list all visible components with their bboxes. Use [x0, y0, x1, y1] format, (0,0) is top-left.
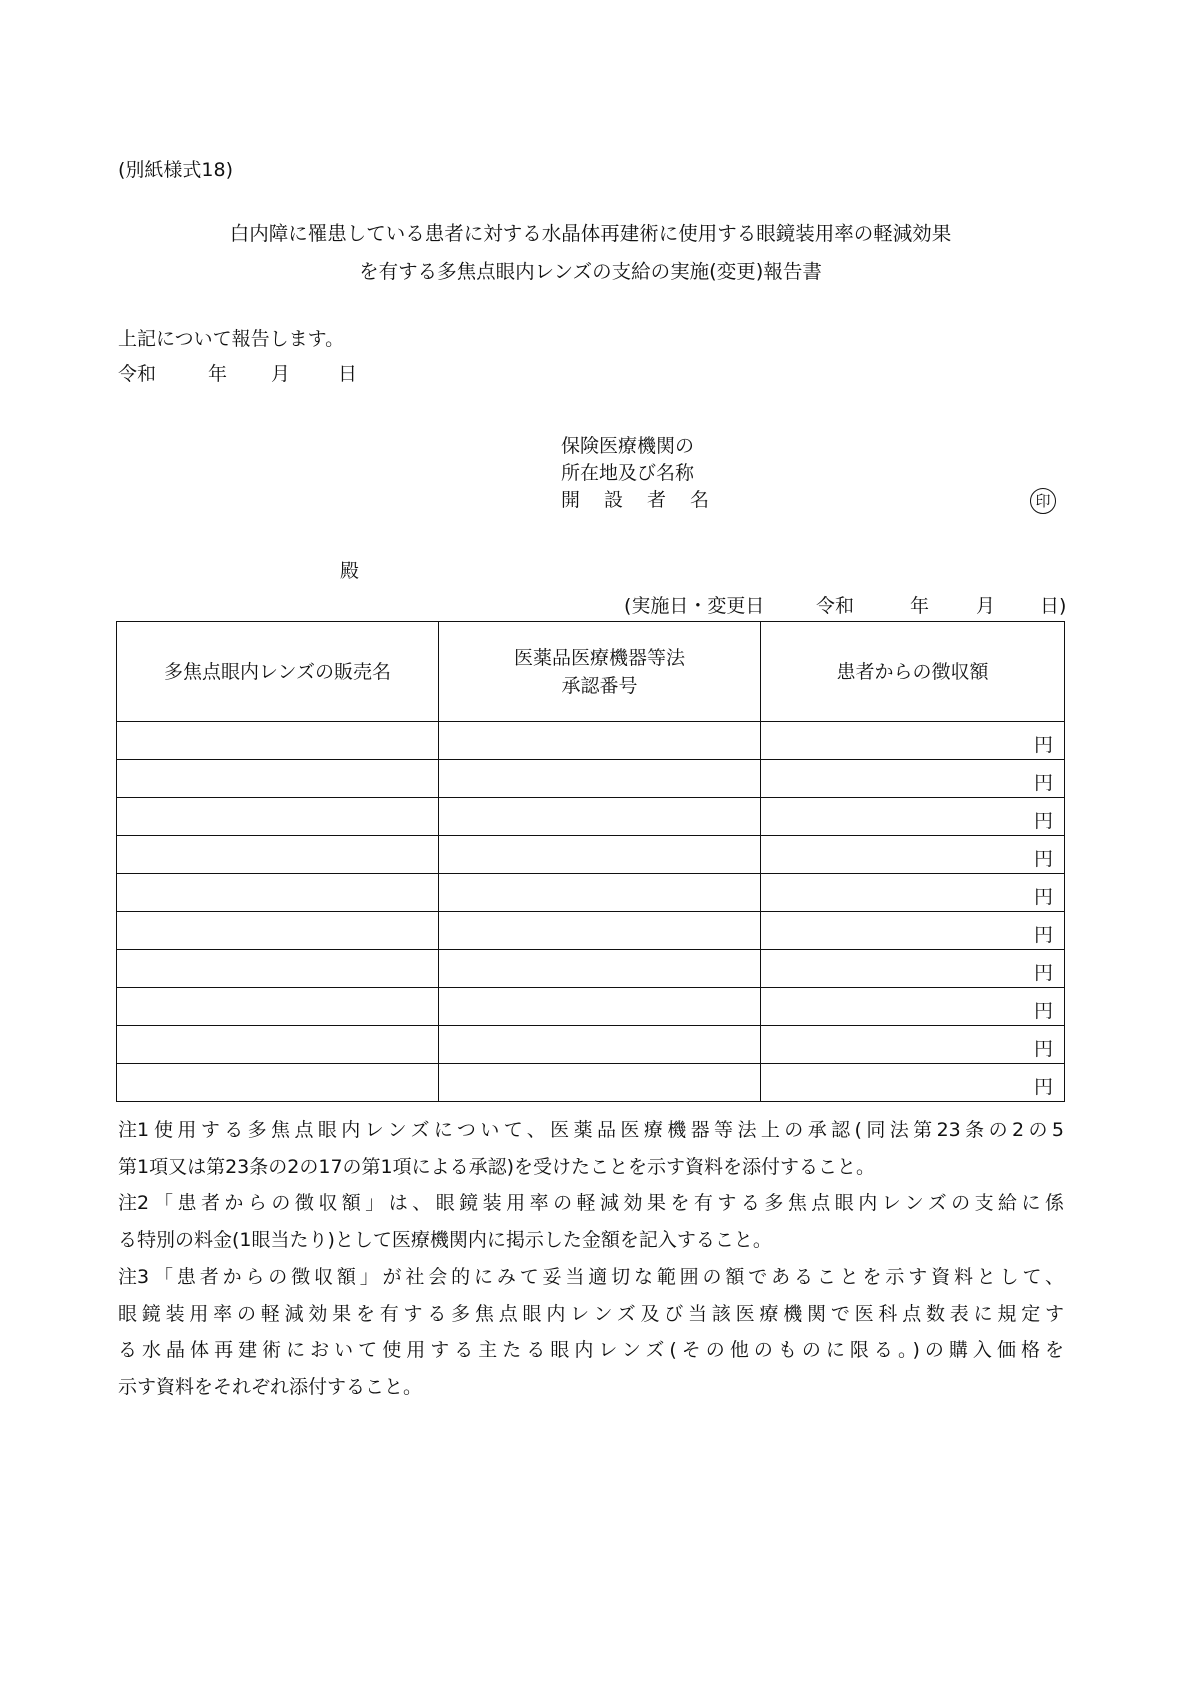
lens-name-cell[interactable]: [117, 1064, 439, 1102]
yen-unit: 円: [1033, 886, 1053, 908]
note-text: 「患者からの徴収額」は、眼鏡装用率の軽減効果を有する多焦点眼内レンズの支給に係: [154, 1192, 1064, 1215]
lens-name-cell[interactable]: [117, 912, 439, 950]
table-header-row: [117, 622, 1065, 722]
implementation-date-day-field[interactable]: 日): [1040, 595, 1067, 617]
note-3-continuation: [118, 1332, 1064, 1369]
note-text: る水晶体再建術において使用する主たる眼内レンズ(その他のものに限る。)の購入価格を: [118, 1339, 1064, 1362]
yen-unit: 円: [1033, 1038, 1053, 1060]
note-label: 注3: [118, 1265, 150, 1288]
yen-unit: 円: [1033, 772, 1053, 794]
yen-unit: 円: [1033, 924, 1053, 946]
note-label: 注1: [118, 1119, 150, 1141]
note-text: 眼鏡装用率の軽減効果を有する多焦点眼内レンズ及び当該医療機関で医科点数表に規定す: [118, 1302, 1064, 1325]
note-3-continuation: [118, 1296, 1064, 1333]
lens-name-cell[interactable]: [117, 950, 439, 988]
yen-unit: 円: [1033, 734, 1053, 756]
form-number: (別紙様式18): [118, 159, 234, 181]
note-text: 使用する多焦点眼内レンズについて、医薬品医療機器等法上の承認(同法第23条の2の5: [154, 1119, 1064, 1141]
lens-name-cell[interactable]: [117, 722, 439, 760]
report-date-era: 令和: [118, 363, 157, 385]
lens-name-cell[interactable]: [117, 1026, 439, 1064]
fee-cell[interactable]: [761, 760, 1065, 798]
lens-name-cell[interactable]: [117, 988, 439, 1026]
fee-cell[interactable]: [761, 722, 1065, 760]
yen-unit: 円: [1033, 810, 1053, 832]
note-text: 第1項又は第23条の2の17の第1項による承認)を受けたことを示す資料を添付すること。: [118, 1155, 876, 1178]
document-title-line-2: を有する多焦点眼内レンズの支給の実施(変更)報告書: [359, 260, 822, 283]
note-2: [118, 1185, 1064, 1222]
fee-cell[interactable]: [761, 1064, 1065, 1102]
fee-cell[interactable]: [761, 988, 1065, 1026]
yen-unit: 円: [1033, 1076, 1053, 1098]
fee-cell[interactable]: [761, 798, 1065, 836]
yen-unit: 円: [1033, 848, 1053, 870]
approval-number-cell[interactable]: [439, 1064, 761, 1102]
yen-unit: 円: [1033, 962, 1053, 984]
institution-address-label-1: 保険医療機関の: [561, 435, 695, 457]
seal-icon: 印: [1030, 488, 1056, 514]
lens-name-cell[interactable]: [117, 874, 439, 912]
fee-cell[interactable]: [761, 950, 1065, 988]
note-3-continuation: [118, 1369, 1064, 1406]
table-row: [117, 912, 1065, 950]
institution-address-label-2: 所在地及び名称: [561, 462, 695, 484]
yen-unit: 円: [1033, 1000, 1053, 1022]
table-row: [117, 1064, 1065, 1102]
institution-block: [561, 433, 733, 514]
header-approval-number: 医薬品医療機器等法 承認番号: [439, 622, 761, 722]
approval-number-cell[interactable]: [439, 912, 761, 950]
table-row: [117, 950, 1065, 988]
implementation-date-era: 令和: [816, 595, 855, 617]
lens-name-cell[interactable]: [117, 836, 439, 874]
report-date-month-field[interactable]: 月: [271, 363, 291, 385]
fee-cell[interactable]: [761, 874, 1065, 912]
lens-report-table: [116, 621, 1065, 1102]
fee-cell[interactable]: [761, 1026, 1065, 1064]
report-date-year-field[interactable]: 年: [208, 363, 228, 385]
note-text: 「患者からの徴収額」が社会的にみて妥当適切な範囲の額であることを示す資料として、: [154, 1265, 1064, 1288]
note-2-continuation: [118, 1222, 1064, 1259]
note-1-continuation: [118, 1149, 1064, 1186]
implementation-date-month-field[interactable]: 月: [976, 595, 996, 617]
table-row: [117, 760, 1065, 798]
report-date: [118, 362, 378, 386]
approval-number-cell[interactable]: [439, 950, 761, 988]
document-title-line-1: 白内障に罹患している患者に対する水晶体再建術に使用する眼鏡装用率の軽減効果: [229, 222, 952, 245]
approval-number-cell[interactable]: [439, 798, 761, 836]
founder-name-label: 開設者名: [561, 489, 734, 511]
fee-cell[interactable]: [761, 912, 1065, 950]
table-row: [117, 988, 1065, 1026]
note-text: る特別の料金(1眼当たり)として医療機関内に掲示した金額を記入すること。: [118, 1229, 772, 1252]
lens-name-cell[interactable]: [117, 798, 439, 836]
note-label: 注2: [118, 1192, 150, 1215]
notes-section: [118, 1112, 1064, 1406]
note-3: [118, 1259, 1064, 1296]
table-row: [117, 722, 1065, 760]
fee-cell[interactable]: [761, 836, 1065, 874]
approval-number-cell[interactable]: [439, 760, 761, 798]
implementation-date-year-field[interactable]: 年: [910, 595, 930, 617]
implementation-date: [624, 594, 1067, 618]
approval-number-cell[interactable]: [439, 722, 761, 760]
approval-number-cell[interactable]: [439, 1026, 761, 1064]
note-1: [118, 1112, 1064, 1149]
addressee-suffix: 殿: [340, 560, 360, 582]
table-row: [117, 798, 1065, 836]
table-row: [117, 836, 1065, 874]
table-row: [117, 874, 1065, 912]
header-lens-sales-name: 多焦点眼内レンズの販売名: [117, 622, 439, 722]
note-text: 示す資料をそれぞれ添付すること。: [118, 1375, 423, 1398]
lens-name-cell[interactable]: [117, 760, 439, 798]
approval-number-cell[interactable]: [439, 836, 761, 874]
implementation-date-prefix: (実施日・変更日: [624, 595, 765, 617]
header-patient-fee: 患者からの徴収額: [761, 622, 1065, 722]
approval-number-cell[interactable]: [439, 988, 761, 1026]
table-row: [117, 1026, 1065, 1064]
report-date-day-field[interactable]: 日: [338, 363, 358, 385]
report-statement: 上記について報告します。: [118, 328, 345, 350]
approval-number-cell[interactable]: [439, 874, 761, 912]
